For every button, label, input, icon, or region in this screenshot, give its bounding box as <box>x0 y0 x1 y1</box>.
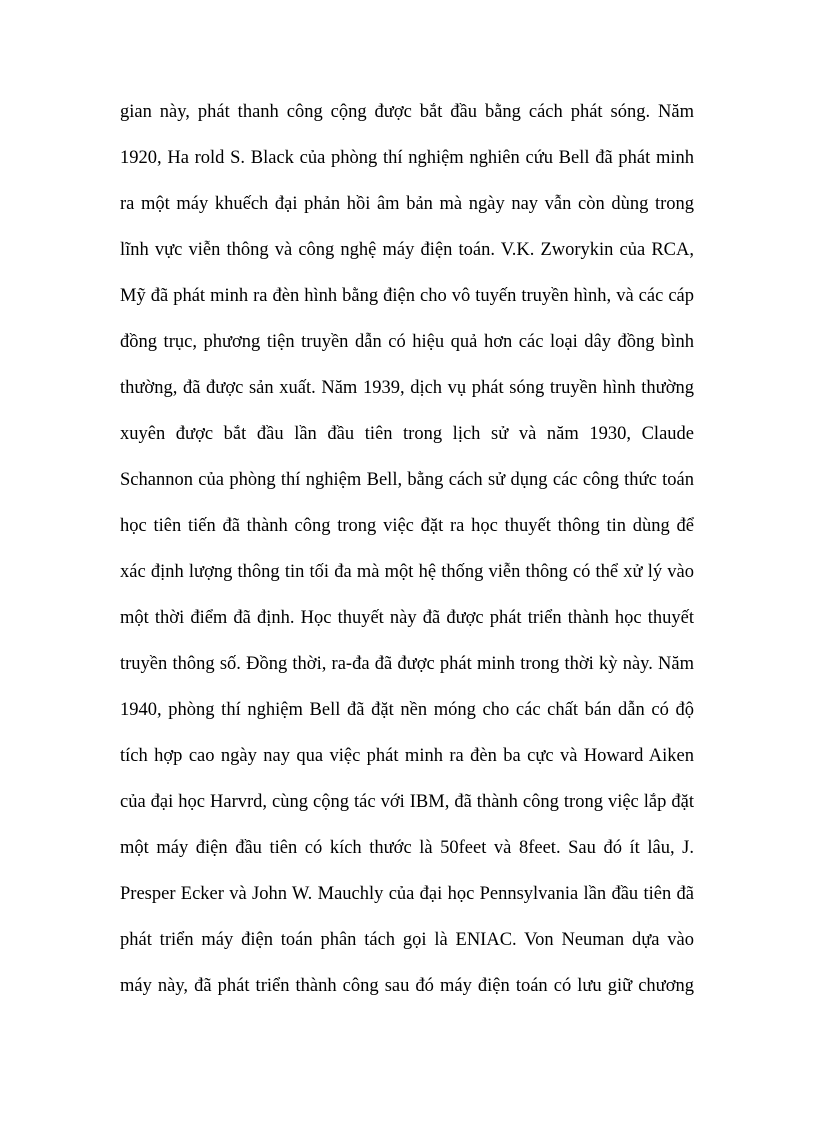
text-line: máy này, đã phát triển thành công sau đó máy điện toán có lưu giữ chương <box>120 976 694 996</box>
text-line: thường, đã được sản xuất. Năm 1939, dịch vụ phát sóng truyền hình thường <box>120 378 694 398</box>
text-line: của đại học Harvrd, cùng cộng tác với IBM, đã thành công trong việc lắp đặt <box>120 792 694 812</box>
text-line: xác định lượng thông tin tối đa mà một hệ thống viễn thông có thể xử lý vào <box>120 562 694 582</box>
text-line: ra một máy khuếch đại phản hồi âm bản mà ngày nay vẫn còn dùng trong <box>120 194 694 214</box>
text-line: phát triển máy điện toán phân tách gọi là ENIAC. Von Neuman dựa vào <box>120 930 694 950</box>
text-line: gian này, phát thanh công cộng được bắt đầu bằng cách phát sóng. Năm <box>120 102 694 122</box>
text-line: một máy điện đầu tiên có kích thước là 50feet và 8feet. Sau đó ít lâu, J. <box>120 838 694 858</box>
text-line: lĩnh vực viễn thông và công nghệ máy điện toán. V.K. Zworykin của RCA, <box>120 240 694 260</box>
text-line: học tiên tiến đã thành công trong việc đặt ra học thuyết thông tin dùng để <box>120 516 694 536</box>
text-line: truyền thông số. Đồng thời, ra-đa đã được phát minh trong thời kỳ này. Năm <box>120 654 694 674</box>
text-line: Schannon của phòng thí nghiệm Bell, bằng cách sử dụng các công thức toán <box>120 470 694 490</box>
text-line: xuyên được bắt đầu lần đầu tiên trong lịch sử và năm 1930, Claude <box>120 424 694 444</box>
text-line: 1940, phòng thí nghiệm Bell đã đặt nền móng cho các chất bán dẫn có độ <box>120 700 694 720</box>
text-line: tích hợp cao ngày nay qua việc phát minh ra đèn ba cực và Howard Aiken <box>120 746 694 766</box>
text-line: 1920, Ha rold S. Black của phòng thí nghiệm nghiên cứu Bell đã phát minh <box>120 148 694 168</box>
text-line: một thời điểm đã định. Học thuyết này đã được phát triển thành học thuyết <box>120 608 694 628</box>
text-line: Presper Ecker và John W. Mauchly của đại học Pennsylvania lần đầu tiên đã <box>120 884 694 904</box>
text-line: Mỹ đã phát minh ra đèn hình bằng điện cho vô tuyến truyền hình, và các cáp <box>120 286 694 306</box>
text-line: đồng trục, phương tiện truyền dẫn có hiệu quả hơn các loại dây đồng bình <box>120 332 694 352</box>
